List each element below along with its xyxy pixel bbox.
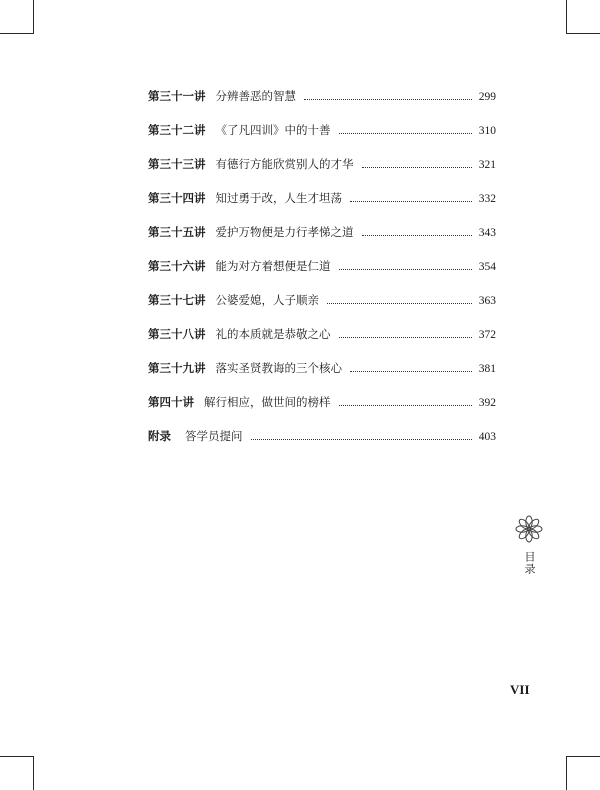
- toc-entry: [148, 89, 496, 123]
- toc-entry-page: 343: [478, 227, 496, 239]
- toc-entry-page: 363: [478, 295, 496, 307]
- page-number: VII: [510, 682, 530, 697]
- toc-entry-page: 354: [478, 261, 496, 273]
- toc-entry-leader: [251, 438, 473, 440]
- toc-entry: [148, 395, 496, 429]
- toc-entry-label: 第三十一讲: [148, 89, 206, 103]
- toc-entry-leader: [362, 166, 473, 168]
- toc-entry: [148, 157, 496, 191]
- toc-entry-title: 有德行方能欣赏别人的才华: [215, 157, 354, 171]
- toc-entry-title: 公婆爱媳，人子顺亲: [215, 293, 319, 307]
- table-of-contents: [148, 89, 496, 463]
- toc-entry-leader: [339, 404, 473, 406]
- toc-entry-page: 310: [478, 125, 496, 137]
- toc-entry-title: 落实圣贤教诲的三个核心: [215, 361, 342, 375]
- toc-entry-title: 能为对方着想便是仁道: [215, 259, 331, 273]
- toc-entry: [148, 327, 496, 361]
- toc-entry-title: 《了凡四训》中的十善: [215, 123, 331, 137]
- toc-entry-label: 第三十六讲: [148, 259, 206, 273]
- toc-entry-leader: [339, 268, 473, 270]
- crop-mark-top-left-v: [33, 0, 34, 34]
- toc-entry-page: 403: [478, 431, 496, 443]
- toc-entry-leader: [304, 98, 472, 100]
- toc-entry: [148, 361, 496, 395]
- toc-entry-page: 321: [478, 159, 496, 171]
- toc-entry-page: 332: [478, 193, 496, 205]
- crop-mark-top-right-v: [566, 0, 567, 34]
- toc-entry: [148, 429, 496, 463]
- toc-entry-title: 解行相应，做世间的榜样: [204, 395, 331, 409]
- toc-entry-label: 第四十讲: [148, 395, 194, 409]
- toc-entry-leader: [362, 234, 473, 236]
- toc-entry-label: 第三十九讲: [148, 361, 206, 375]
- toc-entry-label: 第三十三讲: [148, 157, 206, 171]
- section-label: 目录: [523, 551, 536, 575]
- toc-entry-leader: [327, 302, 472, 304]
- toc-entry-leader: [339, 336, 473, 338]
- flower-icon: [514, 514, 544, 544]
- toc-entry-label: 第三十五讲: [148, 225, 206, 239]
- toc-entry-leader: [350, 200, 472, 202]
- crop-mark-bottom-left-v: [33, 756, 34, 790]
- toc-entry-label: 第三十四讲: [148, 191, 206, 205]
- crop-mark-bottom-right-v: [566, 756, 567, 790]
- crop-mark-bottom-left-h: [0, 756, 34, 757]
- toc-entry-leader: [350, 370, 472, 372]
- toc-entry-label: 第三十八讲: [148, 327, 206, 341]
- toc-entry: [148, 293, 496, 327]
- toc-entry: [148, 123, 496, 157]
- toc-entry-title: 知过勇于改，人生才坦荡: [215, 191, 342, 205]
- toc-entry-label: 第三十二讲: [148, 123, 206, 137]
- toc-entry: [148, 225, 496, 259]
- toc-entry: [148, 259, 496, 293]
- toc-entry-page: 372: [478, 329, 496, 341]
- toc-entry-title: 爱护万物便是力行孝悌之道: [215, 225, 354, 239]
- toc-entry-page: 381: [478, 363, 496, 375]
- crop-mark-top-right-h: [566, 33, 600, 34]
- crop-mark-top-left-h: [0, 33, 34, 34]
- toc-entry-leader: [339, 132, 473, 134]
- toc-entry-title: 答学员提问: [185, 429, 243, 443]
- toc-entry: [148, 191, 496, 225]
- toc-entry-label: 附录: [148, 429, 171, 443]
- toc-entry-title: 礼的本质就是恭敬之心: [215, 327, 331, 341]
- toc-entry-page: 392: [478, 397, 496, 409]
- toc-entry-label: 第三十七讲: [148, 293, 206, 307]
- toc-entry-page: 299: [478, 91, 496, 103]
- crop-mark-bottom-right-h: [566, 756, 600, 757]
- toc-entry-title: 分辨善恶的智慧: [215, 89, 296, 103]
